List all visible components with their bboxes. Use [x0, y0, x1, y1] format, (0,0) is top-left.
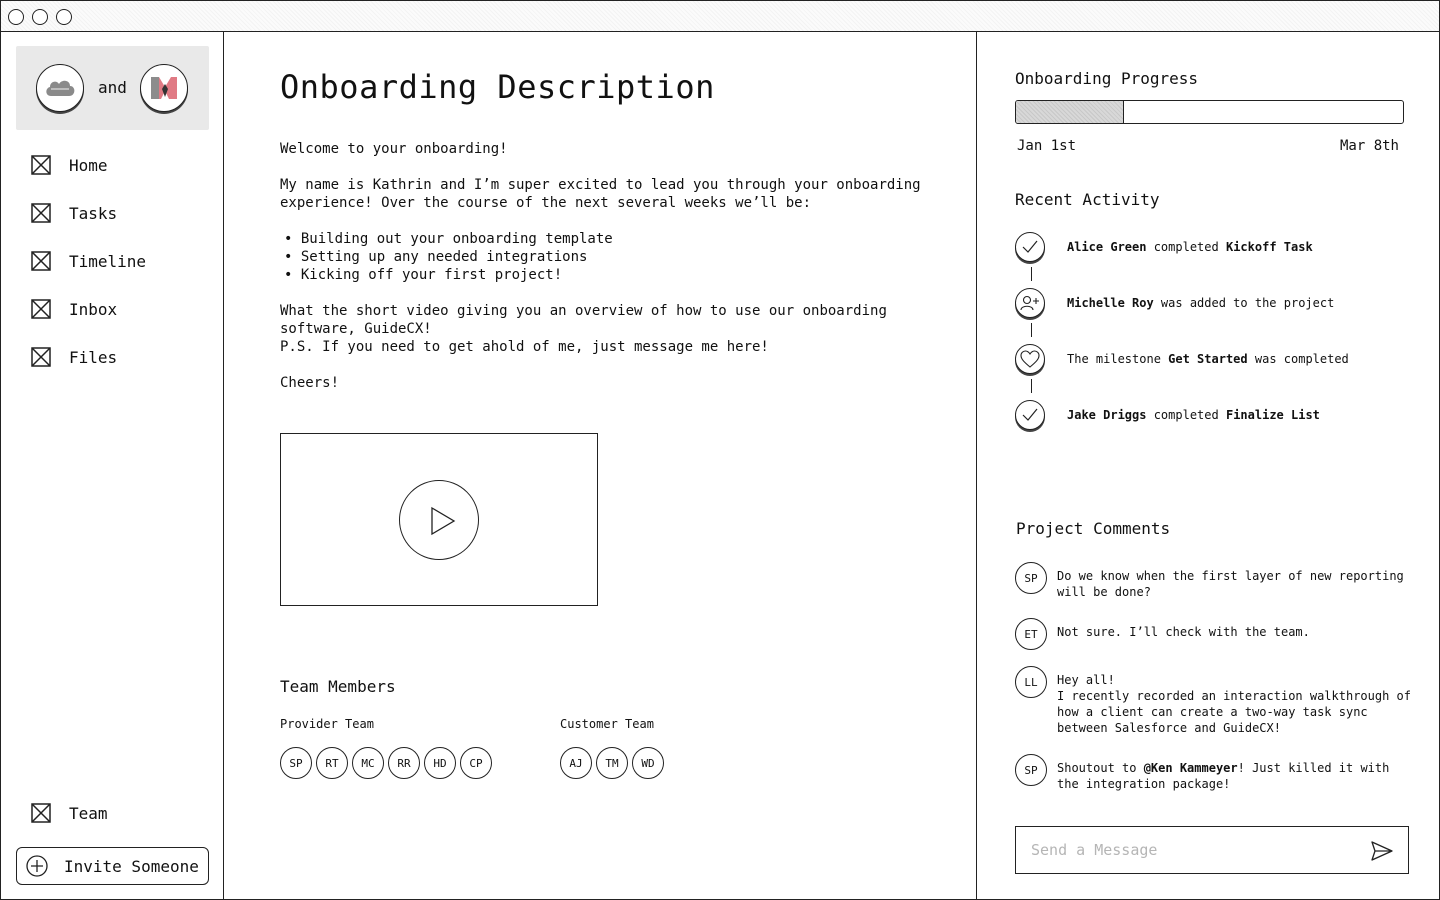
- avatar[interactable]: AJ: [560, 747, 592, 779]
- welcome-text: Welcome to your onboarding!: [280, 141, 508, 157]
- comment-item: [1015, 754, 1415, 792]
- check-icon: [1015, 400, 1045, 430]
- bullet-item: • Setting up any needed integrations: [280, 248, 940, 266]
- close-window-button[interactable]: [8, 9, 24, 25]
- sidebar-item-label: Team: [69, 803, 108, 823]
- avatar[interactable]: SP: [1015, 562, 1047, 594]
- activity-object: Finalize List: [1225, 408, 1320, 422]
- activity-item: [1015, 231, 1415, 263]
- invite-someone-button[interactable]: [16, 847, 209, 885]
- plus-circle-icon: [26, 855, 48, 877]
- avatar[interactable]: HD: [424, 747, 456, 779]
- placeholder-icon: [31, 347, 51, 367]
- check-icon: [1015, 232, 1045, 262]
- right-panel: [978, 32, 1439, 899]
- activity-connector: [1031, 267, 1032, 281]
- play-button[interactable]: [399, 480, 479, 560]
- comment-item: [1015, 666, 1415, 736]
- bullet-item: • Building out your onboarding template: [280, 230, 940, 248]
- progress-start-date: Jan 1st: [1017, 138, 1077, 154]
- message-input[interactable]: [1031, 841, 1351, 859]
- customer-team-avatars: [560, 747, 664, 779]
- customer-team-label: Customer Team: [560, 717, 654, 731]
- onboarding-progress-bar: [1015, 100, 1404, 124]
- provider-team-avatars: [280, 747, 492, 779]
- heart-icon: [1015, 344, 1045, 374]
- sidebar-item-label: Inbox: [69, 299, 118, 319]
- comment-text: [1057, 624, 1310, 650]
- intro-line: My name is Kathrin and I’m super excited to lead you through your onboarding: [280, 177, 921, 193]
- activity-object: Get Started: [1168, 352, 1248, 366]
- signoff-text: Cheers!: [280, 375, 340, 391]
- comment-line: will be done?: [1057, 585, 1151, 599]
- comment-line: Do we know when the first layer of new reporting: [1057, 569, 1404, 583]
- title-bar: [1, 1, 1439, 32]
- activity-verb: completed: [1146, 240, 1226, 254]
- video-line: software, GuideCX!: [280, 321, 432, 337]
- page-title: Onboarding Description: [280, 68, 715, 106]
- project-comments-title: Project Comments: [1016, 519, 1171, 538]
- activity-text: [1067, 296, 1334, 310]
- invite-label: Invite Someone: [64, 856, 199, 876]
- comment-line: I recently recorded an interaction walkthrough of: [1057, 689, 1412, 703]
- bullet-list: [280, 230, 940, 284]
- onboarding-description: [280, 140, 940, 410]
- sidebar: [1, 32, 224, 899]
- placeholder-icon: [31, 299, 51, 319]
- comment-item: [1015, 562, 1415, 600]
- comment-item: [1015, 618, 1415, 650]
- sidebar-item-tasks[interactable]: [31, 201, 117, 225]
- provider-team-label: Provider Team: [280, 717, 374, 731]
- activity-connector: [1031, 323, 1032, 337]
- intro-line: experience! Over the course of the next several weeks we’ll be:: [280, 195, 812, 211]
- sidebar-item-team[interactable]: [31, 801, 108, 825]
- activity-suffix: was completed: [1247, 352, 1349, 366]
- placeholder-icon: [31, 803, 51, 823]
- avatar[interactable]: WD: [632, 747, 664, 779]
- placeholder-icon: [31, 203, 51, 223]
- progress-end-date: Mar 8th: [1339, 138, 1399, 154]
- activity-connector: [1031, 379, 1032, 393]
- sidebar-item-files[interactable]: [31, 345, 117, 369]
- sidebar-item-label: Home: [69, 155, 108, 175]
- activity-item: [1015, 287, 1415, 319]
- avatar[interactable]: RT: [316, 747, 348, 779]
- comment-text: [1057, 568, 1404, 600]
- activity-text: [1067, 408, 1320, 422]
- progress-title: Onboarding Progress: [1015, 69, 1199, 88]
- ps-line: P.S. If you need to get ahold of me, just message me here!: [280, 339, 769, 355]
- activity-text: [1067, 352, 1349, 366]
- team-members-title: Team Members: [280, 677, 396, 696]
- activity-actor: Michelle Roy: [1067, 296, 1154, 310]
- activity-verb: completed: [1146, 408, 1226, 422]
- comment-line: the integration package!: [1057, 777, 1231, 791]
- activity-object: Kickoff Task: [1225, 240, 1313, 254]
- main-content: [225, 32, 977, 899]
- send-icon[interactable]: [1370, 839, 1394, 863]
- play-icon: [400, 481, 480, 561]
- avatar[interactable]: CP: [460, 747, 492, 779]
- comment-text: [1057, 760, 1389, 792]
- sidebar-item-label: Tasks: [69, 203, 118, 223]
- maximize-window-button[interactable]: [56, 9, 72, 25]
- comment-suffix: ! Just killed it with: [1237, 761, 1390, 775]
- avatar[interactable]: MC: [352, 747, 384, 779]
- activity-verb: was added to the project: [1153, 296, 1335, 310]
- comment-prefix: Shoutout to: [1057, 761, 1144, 775]
- comment-text: [1057, 672, 1411, 736]
- sidebar-item-timeline[interactable]: [31, 249, 146, 273]
- placeholder-icon: [31, 251, 51, 271]
- activity-prefix: The milestone: [1067, 352, 1169, 366]
- avatar[interactable]: TM: [596, 747, 628, 779]
- comment-line: between Salesforce and GuideCX!: [1057, 721, 1281, 735]
- minimize-window-button[interactable]: [32, 9, 48, 25]
- bullet-item: • Kicking off your first project!: [280, 266, 940, 284]
- sidebar-item-label: Files: [69, 347, 118, 367]
- avatar[interactable]: SP: [280, 747, 312, 779]
- comment-line: how a client can create a two-way task sync: [1057, 705, 1368, 719]
- partner-logo: [140, 64, 188, 112]
- intro-text: [280, 176, 940, 212]
- avatar[interactable]: RR: [388, 747, 420, 779]
- sidebar-item-home[interactable]: [31, 153, 108, 177]
- comment-line: Not sure. I’ll check with the team.: [1057, 625, 1310, 639]
- activity-actor: Alice Green: [1067, 240, 1147, 254]
- activity-item: [1015, 399, 1415, 431]
- sidebar-item-label: Timeline: [69, 251, 147, 271]
- avatar[interactable]: ET: [1015, 618, 1047, 650]
- avatar[interactable]: SP: [1015, 754, 1047, 786]
- avatar[interactable]: LL: [1015, 666, 1047, 698]
- activity-actor: Jake Driggs: [1067, 408, 1147, 422]
- placeholder-icon: [31, 155, 51, 175]
- video-intro-text: [280, 302, 940, 356]
- recent-activity-title: Recent Activity: [1015, 190, 1160, 209]
- comment-line: Hey all!: [1057, 673, 1115, 687]
- brand-and-text: and: [98, 78, 127, 97]
- user-mention[interactable]: @Ken Kammeyer: [1143, 761, 1238, 775]
- sidebar-item-inbox[interactable]: [31, 297, 117, 321]
- video-line: What the short video giving you an overview of how to use our onboarding: [280, 303, 887, 319]
- salesforce-logo: [36, 64, 84, 112]
- brand-header: [16, 46, 209, 130]
- video-player[interactable]: [280, 433, 598, 606]
- activity-item: [1015, 343, 1415, 375]
- progress-fill: [1016, 101, 1124, 123]
- add-user-icon: [1015, 288, 1045, 318]
- activity-text: [1067, 240, 1313, 254]
- message-composer: [1015, 826, 1409, 874]
